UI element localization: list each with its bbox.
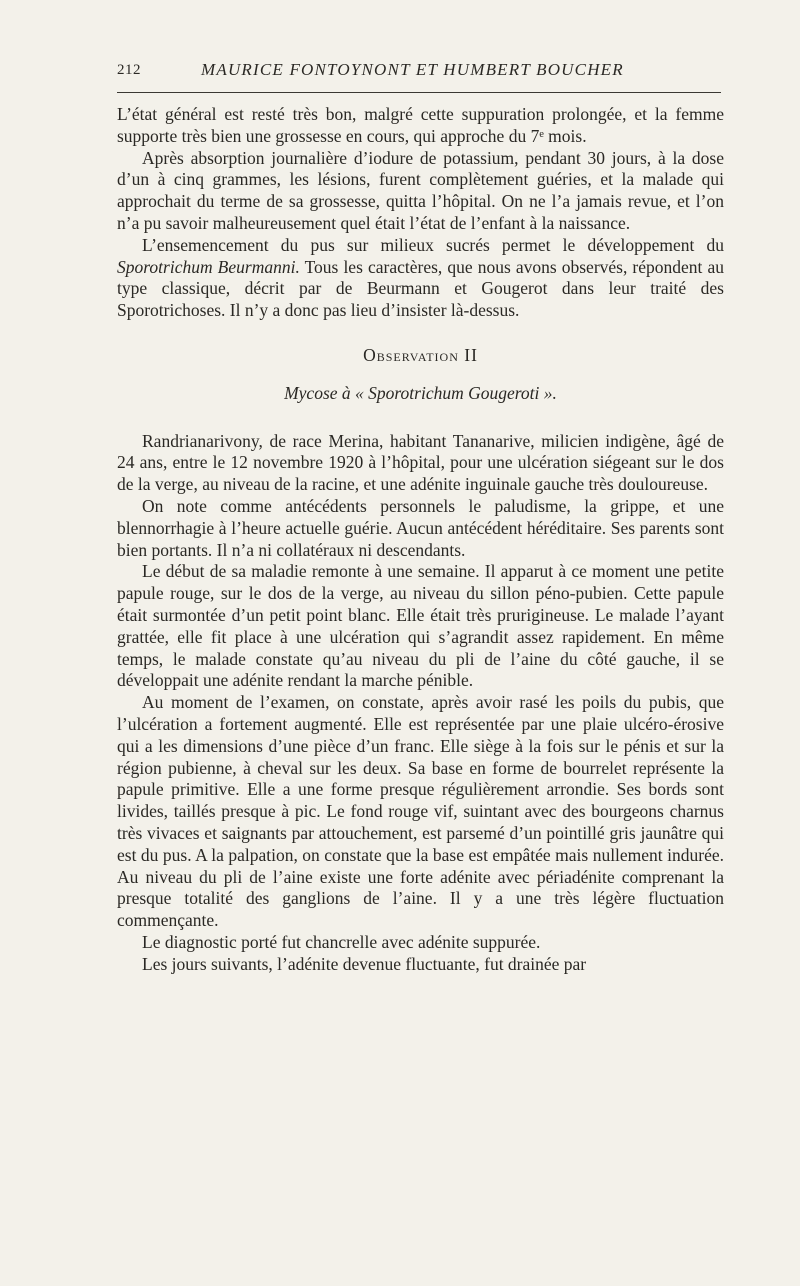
paragraph-intro-3-end: Tous les caractères, que nous avons observés, répondent au type classique, décrit par de Beurmann et Gougerot dans leur traité des Sporotrichoses. Il n’y a donc pas lieu d’insister là-dessus.	[117, 256, 724, 321]
observation-title	[117, 345, 724, 367]
book-page	[117, 58, 724, 974]
running-title: MAURICE FONTOYNONT ET HUMBERT BOUCHER	[201, 60, 624, 79]
paragraph-case-3: Le début de sa maladie remonte à une semaine. Il apparut à ce moment une petite papule rouge, sur le dos de la verge, au niveau du sillon péno-pubien. Cette papule était surmontée d’un petit point blanc. Elle était très prurigineuse. Le malade l’ayant grattée, elle fit place à une ulcération qui s’agrandit assez rapidement. En même temps, le malade constate qu’au niveau du pli de l’aine du côté gauche, il se développait une adénite rendant la marche pénible.	[117, 561, 724, 691]
observation-title-text: Observation II	[363, 344, 478, 365]
body-text	[117, 104, 724, 975]
paragraph-intro-2: Après absorption journalière d’iodure de potassium, pendant 30 jours, à la dose d’un à cinq grammes, les lésions, furent complètement guéries, et la malade qui approchait du terme de sa grossesse, quitta l’hôpital. On ne l’a jamais revue, et l’on n’a pu savoir malheureusement quel était l’état de l’enfant à la naissance.	[117, 147, 724, 233]
paragraph-intro-3	[117, 235, 724, 322]
species-name: Sporotrichum Beurmanni.	[117, 256, 300, 277]
paragraph-case-6: Les jours suivants, l’adénite devenue fluctuante, fut drainée par	[142, 953, 587, 974]
page-header	[117, 58, 724, 88]
paragraph-case-2: On note comme antécédents personnels le paludisme, la grippe, et une blennorrhagie à l’heure actuelle guérie. Aucun antécédent héréditaire. Ses parents sont bien portants. Il n’a ni collatéraux ni descendants.	[117, 495, 724, 560]
header-rule	[117, 92, 721, 93]
observation-subtitle: Mycose à « Sporotrichum Gougeroti ».	[284, 382, 557, 403]
paragraph-case-5: Le diagnostic porté fut chancrelle avec adénite suppurée.	[142, 931, 541, 952]
paragraph-case-4: Au moment de l’examen, on constate, après avoir rasé les poils du pubis, que l’ulcération a fortement augmenté. Elle est représentée par une plaie ulcéro-érosive qui a les dimensions d’une pièce d’un franc. Elle siège à la fois sur le pénis et sur la région pubienne, à cheval sur les deux. Sa base en forme de bourrelet représente la papule primitive. Elle a une forme presque régulièrement arrondie. Ses bords sont livides, taillés presque à pic. Le fond rouge vif, suintant avec des bourgeons charnus très vivaces et saignants par attouchement, est parsemé d’un pointillé gris jaunâtre qui est du pus. A la palpation, on constate que la base est empâtée mais nullement indurée. Au niveau du pli de l’aine existe une forte adénite avec périadénite comprenant la presque totalité des ganglions de l’aine. Il y a une très légère fluctuation commençante.	[117, 692, 724, 931]
paragraph-case-1: Randrianarivony, de race Merina, habitant Tananarive, milicien indigène, âgé de 24 ans, entre le 12 novembre 1920 à l’hôpital, pour une ulcération siégeant sur le dos de la verge, au niveau de la racine, et une adénite inguinale gauche très douloureuse.	[117, 430, 724, 495]
page-number: 212	[117, 62, 141, 78]
paragraph-intro-3-start: L’ensemencement du pus sur milieux sucrés permet le développement du	[142, 234, 724, 255]
paragraph-intro-1: L’état général est resté très bon, malgré cette suppuration prolongée, et la femme supporte très bien une grossesse en cours, qui approche du 7ᵉ mois.	[117, 104, 724, 146]
